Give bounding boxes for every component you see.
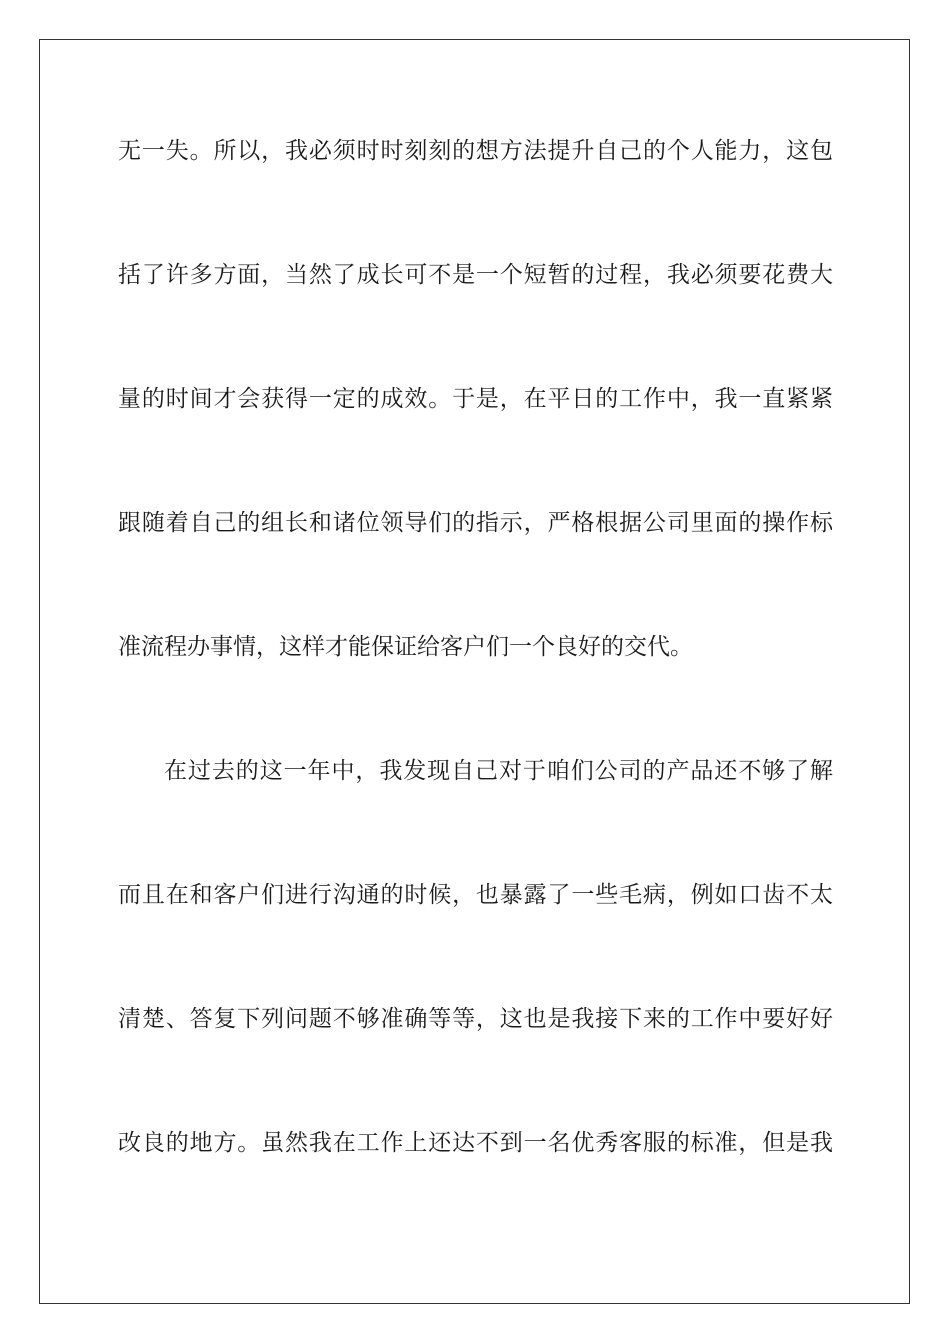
text-line-6: 在过去的这一年中，我发现自己对于咱们公司的产品还不够了解 xyxy=(164,758,833,784)
text-line-8: 清楚、答复下列问题不够准确等等，这也是我接下来的工作中要好好 xyxy=(118,1006,833,1032)
text-line-9: 改良的地方。虽然我在工作上还达不到一名优秀客服的标准，但是我 xyxy=(118,1130,833,1156)
text-line-5: 准流程办事情，这样才能保证给客户们一个良好的交代。 xyxy=(118,634,693,660)
text-line-3: 量的时间才会获得一定的成效。于是，在平日的工作中，我一直紧紧 xyxy=(118,386,833,412)
text-line-1: 无一失。所以，我必须时时刻刻的想方法提升自己的个人能力，这包 xyxy=(118,138,833,164)
text-line-2: 括了许多方面，当然了成长可不是一个短暂的过程，我必须要花费大 xyxy=(118,262,833,288)
document-page xyxy=(39,39,910,1304)
text-line-7: 而且在和客户们进行沟通的时候，也暴露了一些毛病，例如口齿不太 xyxy=(118,882,833,908)
text-line-4: 跟随着自己的组长和诸位领导们的指示，严格根据公司里面的操作标 xyxy=(118,510,833,536)
